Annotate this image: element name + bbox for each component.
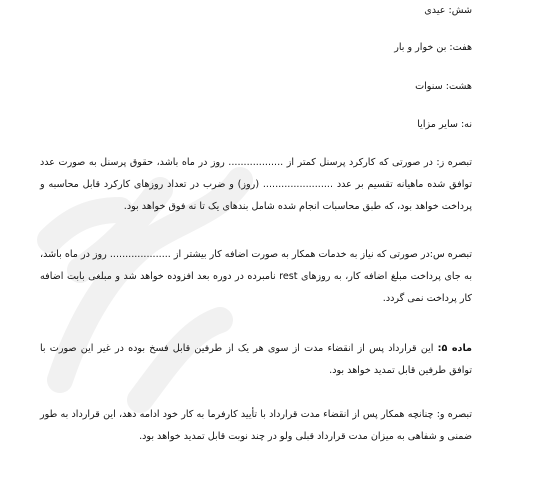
article-5-label: ماده ۵: — [437, 343, 472, 354]
note-s-paragraph: تبصره س:در صورتی که نیاز به خدمات همکار به صورت اضافه کار بیشتر از .................... روز در ماه باشد، به جای پرداخت مبلغ اضافه کار، به روزهای rest نامبرده در دوره بعد افزوده خواهد شد و مبلغی بابت اضافه کار پرداخت نمی گردد. — [40, 249, 473, 304]
item-seven: هفت: بن خوار و بار — [394, 42, 472, 53]
item-six: شش: عیدی — [424, 5, 472, 16]
item-eight: هشت: سنوات — [415, 81, 472, 92]
article-5-paragraph — [40, 338, 472, 382]
article-5-text: این قرارداد پس از انقضاء مدت از سوی هر یک از طرفین قابل فسخ بوده در غیر این صورت با توافق طرفین قابل تمدید خواهد بود. — [40, 343, 472, 376]
note-v-paragraph: تبصره و: چنانچه همکار پس از انقضاء مدت قرارداد با تأیید کارفرما به کار خود ادامه دهد، این قرارداد به طور ضمنی و شفاهی به میزان مدت قرارداد قبلی ولو در چند نوبت قابل تمدید خواهد بود. — [40, 409, 472, 442]
note-z-paragraph: تبصره ز: در صورتی که کارکرد پرسنل کمتر از .................. روز در ماه باشد، حقوق پرسنل به صورت عدد توافق شده ماهیانه تقسیم بر عدد ....................... (روز) و ضرب در تعداد روزهای کارکرد قابل محاسبه و پرداخت خواهد بود، که طبق محاسبات انجام شده شامل بندهای یک تا نه فوق خواهد بود. — [40, 157, 472, 212]
item-nine: نه: سایر مزایا — [417, 119, 472, 130]
